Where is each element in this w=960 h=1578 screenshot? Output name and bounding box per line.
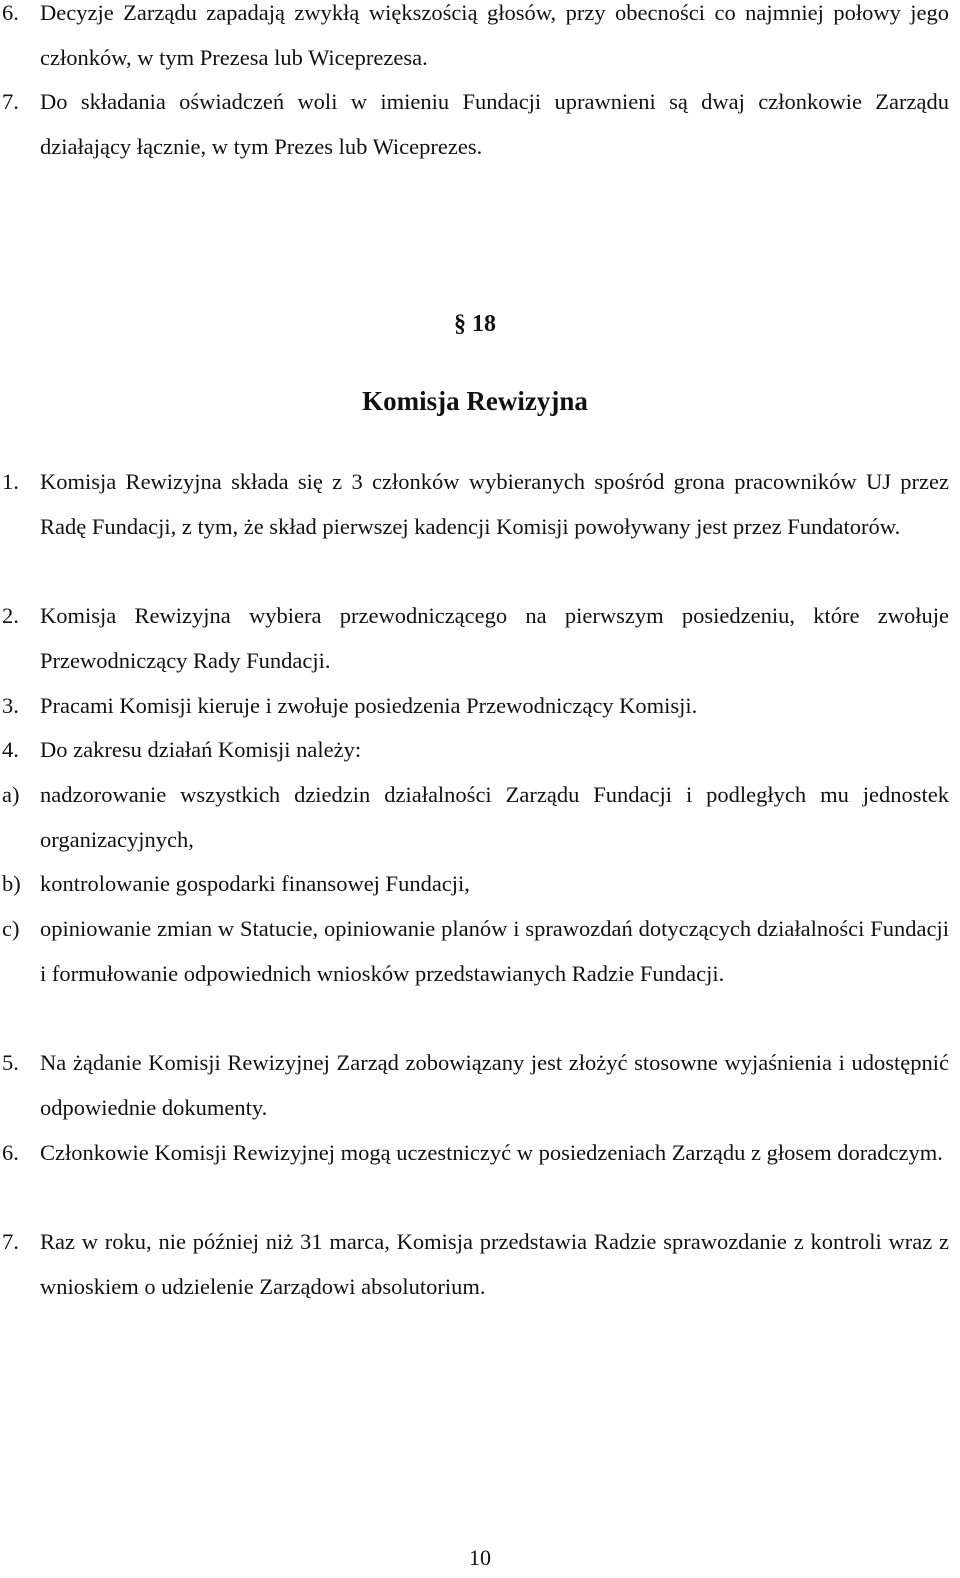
item-text: Komisja Rewizyjna składa się z 3 członków wybieranych spośród grona pracowników UJ przez Radę Fundacji, z tym, że skład pierwszej kadencji Komisji powoływany jest przez Fundatorów.	[40, 469, 949, 539]
item-text: Członkowie Komisji Rewizyjnej mogą uczestniczyć w posiedzeniach Zarządu z głosem doradczym.	[40, 1140, 943, 1165]
item-text: Do zakresu działań Komisji należy:	[40, 737, 362, 762]
item-text: kontrolowanie gospodarki finansowej Fundacji,	[40, 871, 470, 896]
item-text: Raz w roku, nie później niż 31 marca, Komisja przedstawia Radzie sprawozdanie z kontroli wraz z wnioskiem o udzielenie Zarządowi absolutorium.	[40, 1229, 949, 1299]
item-text: Komisja Rewizyjna wybiera przewodniczącego na pierwszym posiedzeniu, które zwołuje Przewodniczący Rady Fundacji.	[40, 603, 949, 673]
item-number: 7.	[2, 1229, 19, 1254]
item-number: 5.	[2, 1050, 19, 1075]
item-text: opiniowanie zmian w Statucie, opiniowanie planów i sprawozdań dotyczących działalności Fundacji i formułowanie odpowiednich wniosków przedstawianych Radzie Fundacji.	[40, 916, 949, 986]
section-number: § 18	[454, 311, 496, 337]
item-number: 3.	[2, 693, 19, 718]
item-text: Do składania oświadczeń woli w imieniu Fundacji uprawnieni są dwaj członkowie Zarządu działający łącznie, w tym Prezes lub Wiceprezes.	[40, 89, 949, 159]
item-number: 2.	[2, 603, 19, 628]
item-number: 6.	[2, 0, 19, 25]
item-number: 7.	[2, 89, 19, 114]
section-title: Komisja Rewizyjna	[362, 386, 588, 416]
item-text: nadzorowanie wszystkich dziedzin działalności Zarządu Fundacji i podległych mu jednostek organizacyjnych,	[40, 782, 949, 852]
item-letter: a)	[2, 782, 20, 807]
item-letter: b)	[2, 871, 21, 896]
page-number: 10	[469, 1545, 491, 1570]
item-text: Na żądanie Komisji Rewizyjnej Zarząd zobowiązany jest złożyć stosowne wyjaśnienia i udostępnić odpowiednie dokumenty.	[40, 1050, 949, 1120]
item-number: 1.	[2, 469, 19, 494]
item-text: Pracami Komisji kieruje i zwołuje posiedzenia Przewodniczący Komisji.	[40, 693, 698, 718]
item-number: 6.	[2, 1140, 19, 1165]
item-number: 4.	[2, 737, 19, 762]
item-text: Decyzje Zarządu zapadają zwykłą większością głosów, przy obecności co najmniej połowy jego członków, w tym Prezesa lub Wiceprezesa.	[40, 0, 949, 70]
item-letter: c)	[2, 916, 20, 941]
